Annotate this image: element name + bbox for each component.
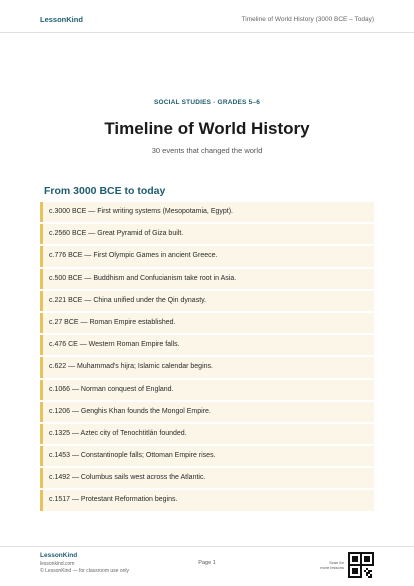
scan-caption-line: Scan for <box>329 560 344 565</box>
event-item: c.2560 BCE — Great Pyramid of Giza built. <box>40 224 374 244</box>
event-item: c.27 BCE — Roman Empire established. <box>40 313 374 333</box>
subject-kicker: SOCIAL STUDIES · GRADES 5–6 <box>153 99 261 106</box>
page-header <box>0 0 414 33</box>
event-item: c.500 BCE — Buddhism and Confucianism take root in Asia. <box>40 269 374 289</box>
page-footer <box>0 546 414 586</box>
event-item: c.1453 — Constantinople falls; Ottoman Empire rises. <box>40 446 374 466</box>
footer-site-link[interactable]: lessonkind.com <box>40 561 75 567</box>
event-item: c.1206 — Genghis Khan founds the Mongol Empire. <box>40 402 374 422</box>
section-heading: From 3000 BCE to today <box>44 185 166 197</box>
scan-caption-line: more lessons <box>320 565 344 570</box>
qr-code-icon[interactable] <box>348 552 374 578</box>
page-title: Timeline of World History <box>104 119 310 138</box>
event-item: c.3000 BCE — First writing systems (Mesopotamia, Egypt). <box>40 202 374 222</box>
page-subtitle: 30 events that changed the world <box>151 146 263 155</box>
event-item: c.1066 — Norman conquest of England. <box>40 380 374 400</box>
event-item: c.476 CE — Western Roman Empire falls. <box>40 335 374 355</box>
event-item: c.1492 — Columbus sails west across the Atlantic. <box>40 468 374 488</box>
event-item: c.622 — Muhammad's hijra; Islamic calendar begins. <box>40 357 374 377</box>
scan-caption <box>314 560 344 570</box>
document-title: Timeline of World History (3000 BCE – Today) <box>241 16 374 23</box>
event-item: c.221 BCE — China unified under the Qin dynasty. <box>40 291 374 311</box>
page-number: Page 1 <box>198 560 216 566</box>
footer-brand: LessonKind <box>40 552 78 559</box>
brand-logo-text[interactable]: LessonKind <box>40 15 83 24</box>
event-item: c.1325 — Aztec city of Tenochtitlán founded. <box>40 424 374 444</box>
footer-copyright: © LessonKind — for classroom use only <box>40 568 130 574</box>
event-item: c.1517 — Protestant Reformation begins. <box>40 490 374 510</box>
event-list <box>40 202 374 513</box>
event-item: c.776 BCE — First Olympic Games in ancient Greece. <box>40 246 374 266</box>
